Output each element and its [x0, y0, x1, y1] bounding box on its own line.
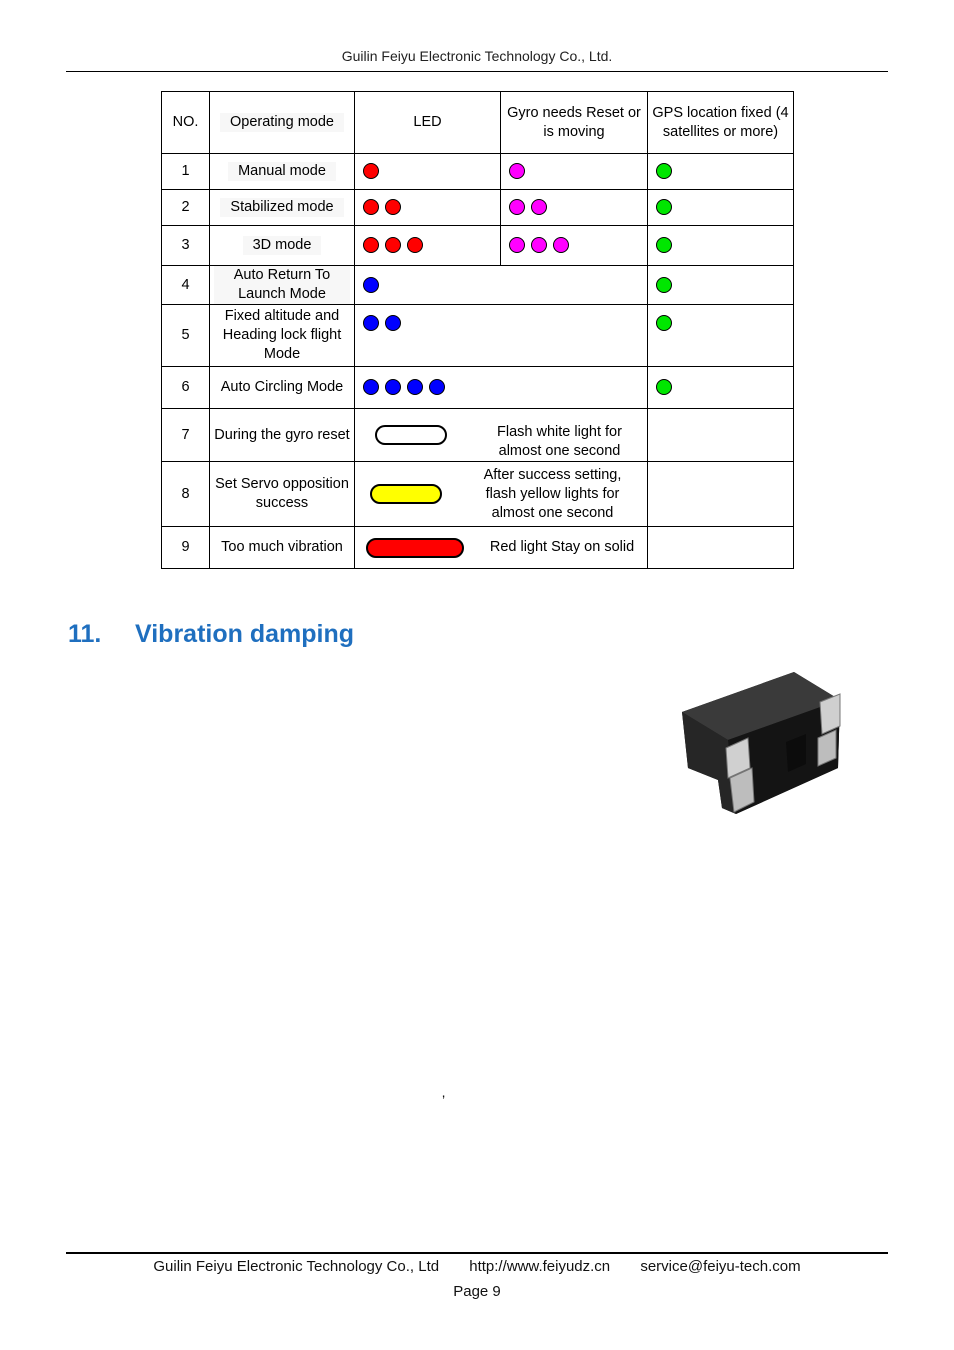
- row-led: [355, 190, 501, 226]
- row-mode: [210, 154, 355, 190]
- led-indicator-dot: [363, 315, 379, 331]
- led-description: Red light Stay on solid: [489, 539, 635, 555]
- gps-indicator-dot: [656, 163, 672, 179]
- section-number: 11.: [68, 620, 102, 648]
- row-mode-label: During the gyro reset: [214, 426, 350, 443]
- gps-indicator-dot: [656, 237, 672, 253]
- row-mode: [210, 226, 355, 266]
- led-description: Flash white light for almost one second: [497, 424, 622, 459]
- gyro-indicator-dot: [509, 163, 525, 179]
- row-mode-label: Fixed altitude and Heading lock flight Mode: [222, 308, 342, 362]
- row-mode-label: Auto Circling Mode: [220, 379, 344, 395]
- header-led: LED: [355, 92, 501, 154]
- row-led: [355, 367, 648, 409]
- gps-indicator-dot: [656, 379, 672, 395]
- row-no: 2: [162, 190, 210, 226]
- table-row: [162, 305, 794, 367]
- row-gyro: [501, 154, 648, 190]
- row-gps: [648, 527, 794, 569]
- led-description: After success setting, flash yellow lights for almost one second: [483, 466, 622, 521]
- header-rule: [66, 71, 888, 72]
- gps-indicator-dot: [656, 277, 672, 293]
- led-pill: [375, 425, 447, 445]
- row-no: 7: [162, 409, 210, 462]
- row-led: [355, 462, 648, 527]
- led-indicator-dot: [407, 237, 423, 253]
- row-mode-label: 3D mode: [243, 236, 322, 255]
- table-row: [162, 527, 794, 569]
- gyro-indicator-dot: [509, 237, 525, 253]
- gyro-indicator-dot: [531, 199, 547, 215]
- led-indicator-dot: [363, 199, 379, 215]
- led-indicator-dot: [385, 237, 401, 253]
- gyro-indicator-dot: [509, 199, 525, 215]
- table-row: [162, 409, 794, 462]
- header-mode-label: Operating mode: [220, 113, 344, 132]
- row-mode-label: Stabilized mode: [220, 198, 343, 217]
- row-no: 3: [162, 226, 210, 266]
- page-header: Guilin Feiyu Electronic Technology Co., Ltd.: [341, 48, 613, 64]
- footer-company: Guilin Feiyu Electronic Technology Co., Ltd: [153, 1258, 440, 1275]
- row-gps: [648, 462, 794, 527]
- gyro-indicator-dot: [553, 237, 569, 253]
- led-indicator-dot: [363, 277, 379, 293]
- row-gyro: [501, 226, 648, 266]
- led-indicator-dot: [407, 379, 423, 395]
- row-gps: [648, 305, 794, 367]
- led-indicator-dot: [363, 163, 379, 179]
- row-led: [355, 305, 648, 367]
- row-mode-label: Set Servo opposition success: [215, 476, 349, 511]
- row-gyro: [501, 190, 648, 226]
- footer-rule: [66, 1252, 888, 1254]
- header-no: NO.: [162, 92, 210, 154]
- led-indicator-dot: [363, 379, 379, 395]
- gps-indicator-dot: [656, 315, 672, 331]
- row-no: 4: [162, 266, 210, 305]
- section-heading: [68, 620, 354, 649]
- row-gps: [648, 226, 794, 266]
- table-row: [162, 266, 794, 305]
- row-mode: [210, 305, 355, 367]
- stray-mark: ’: [442, 1092, 446, 1108]
- header-gyro: Gyro needs Reset or is moving: [501, 92, 648, 154]
- footer-url[interactable]: http://www.feiyudz.cn: [469, 1258, 611, 1275]
- row-gps: [648, 190, 794, 226]
- row-no: 9: [162, 527, 210, 569]
- row-mode: [210, 367, 355, 409]
- row-no: 5: [162, 305, 210, 367]
- row-mode: [210, 266, 355, 305]
- row-mode: [210, 462, 355, 527]
- row-led: [355, 226, 501, 266]
- row-mode-label: Manual mode: [228, 162, 336, 181]
- led-indicator-dot: [385, 199, 401, 215]
- page-number: Page 9: [453, 1283, 501, 1300]
- led-indicator-dot: [385, 379, 401, 395]
- table-row: [162, 226, 794, 266]
- led-indicator-dot: [429, 379, 445, 395]
- table-row: [162, 367, 794, 409]
- led-indicator-dot: [363, 237, 379, 253]
- section-title: Vibration damping: [135, 620, 354, 648]
- row-gps: [648, 367, 794, 409]
- row-no: 1: [162, 154, 210, 190]
- table-row: [162, 190, 794, 226]
- row-gps: [648, 409, 794, 462]
- footer-email[interactable]: service@feiyu-tech.com: [640, 1258, 801, 1275]
- page-footer: [0, 1258, 954, 1275]
- row-mode: [210, 527, 355, 569]
- table-row: [162, 154, 794, 190]
- row-led: [355, 409, 648, 462]
- led-pill: [370, 484, 442, 504]
- table-header-row: [162, 92, 794, 154]
- gyro-indicator-dot: [531, 237, 547, 253]
- row-led: [355, 266, 648, 305]
- header-mode: [210, 92, 355, 154]
- row-gps: [648, 266, 794, 305]
- row-mode-label: Too much vibration: [221, 539, 343, 555]
- operating-mode-table: [161, 91, 794, 569]
- row-mode: [210, 190, 355, 226]
- led-pill: [366, 538, 464, 558]
- row-led: [355, 154, 501, 190]
- gps-indicator-dot: [656, 199, 672, 215]
- row-no: 6: [162, 367, 210, 409]
- damping-device-image: [676, 668, 844, 820]
- header-gps: GPS location fixed (4 satellites or more): [648, 92, 794, 154]
- row-led: [355, 527, 648, 569]
- row-gps: [648, 154, 794, 190]
- row-mode: [210, 409, 355, 462]
- led-indicator-dot: [385, 315, 401, 331]
- row-mode-label: Auto Return To Launch Mode: [214, 266, 350, 304]
- table-row: [162, 462, 794, 527]
- row-no: 8: [162, 462, 210, 527]
